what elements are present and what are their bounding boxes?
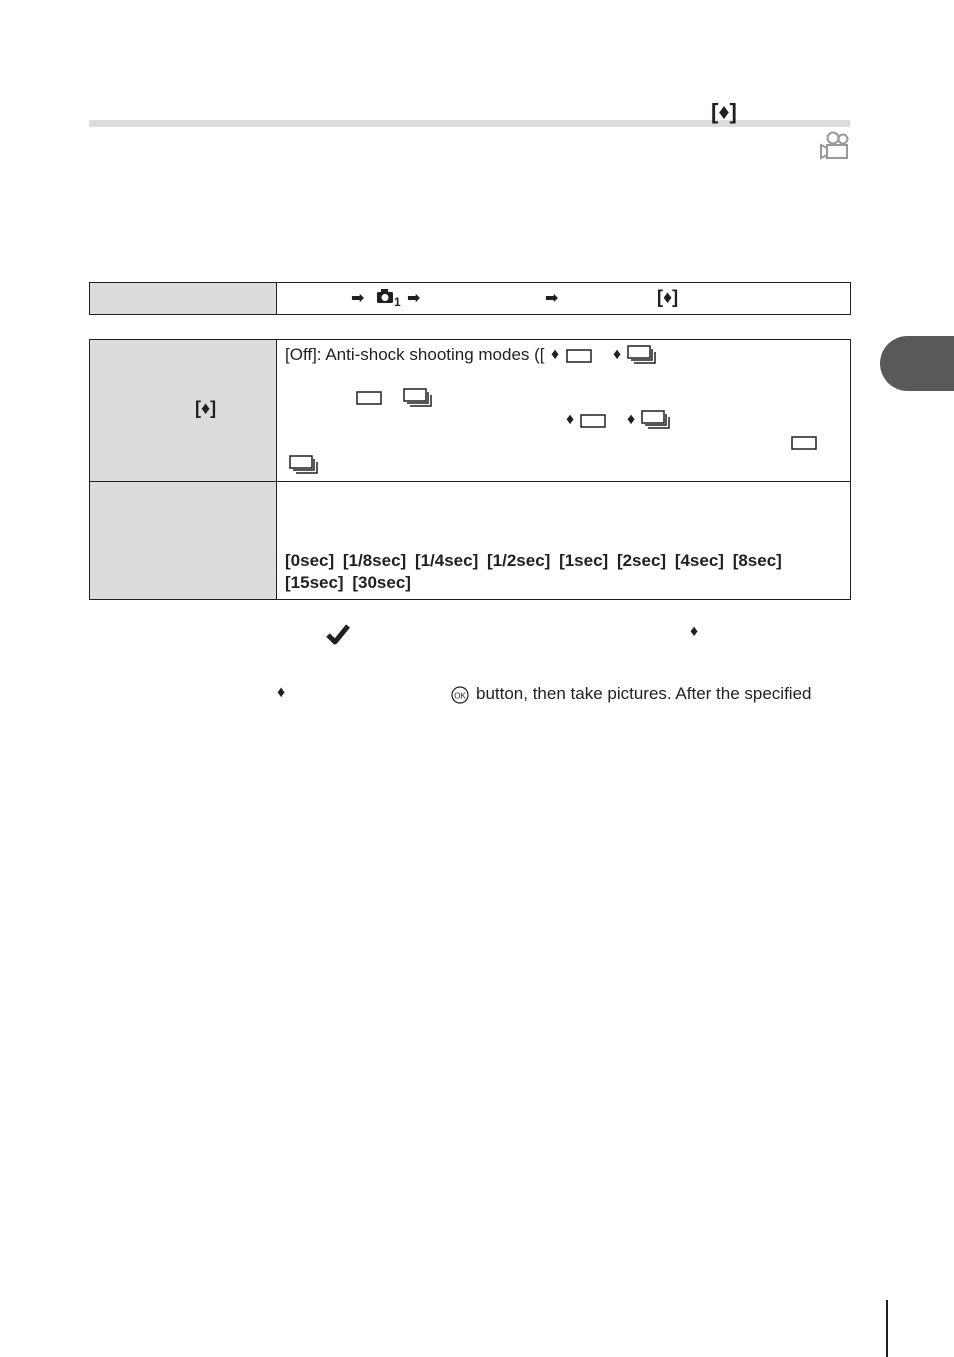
option-2sec[interactable]: [2sec] <box>616 551 667 570</box>
row1-anti-shock-symbol: [♦] <box>195 398 217 418</box>
menu-path-cell <box>277 283 851 315</box>
anti-shock-diamond-icon: ♦ <box>277 684 286 701</box>
single-frame-icon <box>580 414 606 428</box>
row1-line1-text: [Off]: Anti-shock shooting modes ([ <box>285 345 545 364</box>
single-frame-icon <box>356 391 382 405</box>
camera-menu-subscript: 1 <box>394 295 401 309</box>
note-text-after-ok: button, then take pictures. After the specified <box>476 684 812 703</box>
single-frame-icon <box>566 349 592 363</box>
sequential-frames-icon <box>627 345 657 365</box>
menu-path-anti-shock-symbol: [♦] <box>657 287 679 307</box>
chapter-side-tab <box>880 336 954 391</box>
sequential-frames-icon <box>403 388 433 408</box>
option-1-8sec[interactable]: [1/8sec] <box>342 551 407 570</box>
movie-camera-icon <box>820 131 852 161</box>
menu-path-label-cell <box>90 283 277 315</box>
ok-button-icon <box>451 686 469 704</box>
option-8sec[interactable]: [8sec] <box>732 551 782 570</box>
menu-path-table <box>89 282 851 315</box>
row1-label-cell <box>90 340 277 482</box>
option-30sec[interactable]: [30sec] <box>352 573 411 592</box>
option-1-4sec[interactable]: [1/4sec] <box>414 551 479 570</box>
sequential-frames-icon <box>641 410 671 430</box>
checkmark-icon <box>326 623 350 645</box>
anti-shock-diamond-icon: ♦ <box>551 346 560 363</box>
sequential-frames-icon <box>289 455 319 475</box>
svg-text:OK: OK <box>454 691 466 701</box>
option-0sec[interactable]: [0sec] <box>285 551 335 570</box>
row2-options-cell <box>277 482 851 600</box>
option-4sec[interactable]: [4sec] <box>674 551 724 570</box>
row2-label-cell <box>90 482 277 600</box>
option-15sec[interactable]: [15sec] <box>285 573 344 592</box>
camera-1-icon <box>376 288 394 304</box>
settings-table <box>89 339 851 600</box>
anti-shock-diamond-icon: ♦ <box>613 346 622 363</box>
anti-shock-diamond-icon: ♦ <box>566 411 575 428</box>
interval-options <box>285 550 782 594</box>
single-frame-icon <box>791 436 817 450</box>
option-1sec[interactable]: [1sec] <box>559 551 609 570</box>
page-number-rule <box>886 1300 888 1357</box>
option-1-2sec[interactable]: [1/2sec] <box>487 551 551 570</box>
anti-shock-diamond-icon: ♦ <box>627 411 636 428</box>
arrow-icon: ➡ <box>545 290 559 307</box>
arrow-icon: ➡ <box>351 290 365 307</box>
arrow-icon: ➡ <box>407 290 421 307</box>
row1-description-cell <box>277 340 851 482</box>
title-anti-shock-symbol: [♦] <box>711 99 737 124</box>
anti-shock-diamond-icon: ♦ <box>690 623 699 640</box>
